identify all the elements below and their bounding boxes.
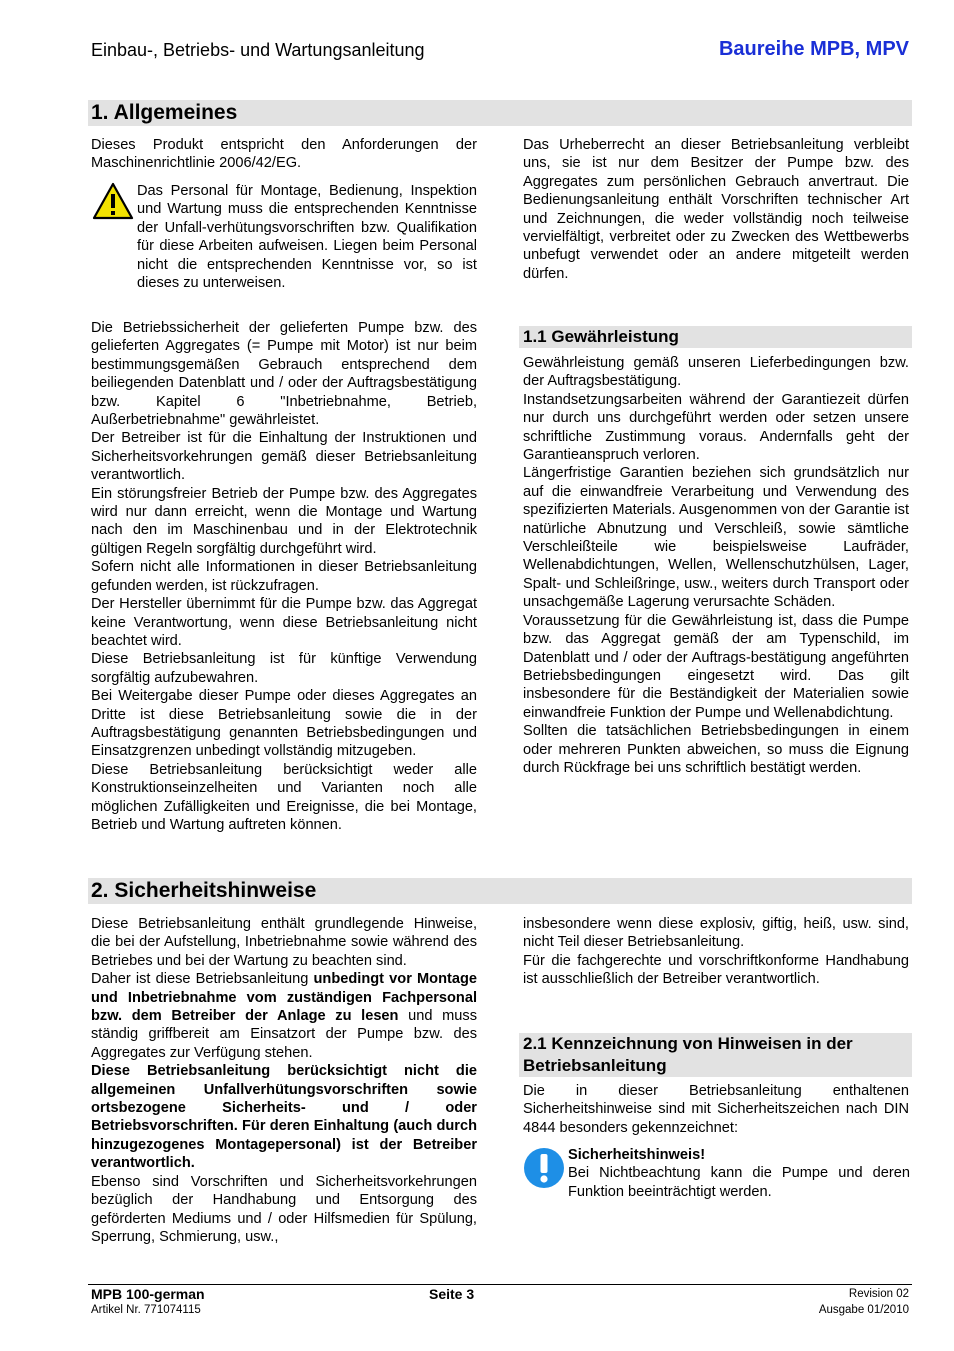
copyright-paragraph: Das Urheberrecht an dieser Betriebsanleitung verbleibt uns, sie ist nur dem Besitzer der Pumpe bzw. des Aggregates zum persönlichen Gebrauch anvertraut. Die Bedienungsanleitung enthält Vorschriften technischer Art und Zeichnungen, die weder vollständig noch teilweise vervielfältigt, verbreitet oder zu Zwecken des Wettbewerbs unbefugt verwendet oder an andere mitgeteilt werden dürfen.: [523, 137, 909, 282]
footer-doc-id: MPB 100-german: [91, 1286, 205, 1302]
paragraph: Sofern nicht alle Informationen in dieser Betriebsanleitung gefunden werden, ist rückzufragen.: [91, 559, 477, 594]
section-heading-general: 1. Allgemeines: [88, 100, 912, 126]
warning-triangle-icon: [92, 182, 134, 220]
text: und muss ständig griffbereit am Einsatzort der Pumpe bzw. des Aggregates zur Verfügung stehen.: [91, 1008, 478, 1061]
paragraph: Bei Weitergabe dieser Pumpe oder dieses Aggregates an Dritte ist diese Betriebsanleitung sowie die in der Auftragsbestätigung genannten Betriebsbedingungen und Einsatzgrenzen unbedingt vollständig mitzugeben.: [91, 688, 477, 760]
paragraph: Für die fachgerechte und vorschriftkonforme Handhabung ist ausschließlich der Betreiber verantwortlich.: [523, 952, 909, 988]
series-title: Baureihe MPB, MPV: [718, 38, 909, 60]
marking-paragraph: Die in dieser Betriebsanleitung enthaltenen Sicherheitshinweise sind mit Sicherheitszeichen nach DIN 4844 besonders gekennzeichnet:: [523, 1083, 909, 1136]
paragraph: Diese Betriebsanleitung enthält grundlegende Hinweise, die bei der Aufstellung, Inbetriebnahme sowie während des Betriebes und bei der Wartung zu beachten sind.: [91, 916, 477, 969]
section-heading-safety: 2. Sicherheitshinweise: [88, 878, 912, 904]
subsection-heading-marking: 2.1 Kennzeichnung von Hinweisen in der Betriebsanleitung: [519, 1033, 912, 1077]
paragraph: Gewährleistung gemäß unseren Lieferbedingungen bzw. der Auftragsbestätigung.: [523, 355, 909, 390]
personnel-warning-text: Das Personal für Montage, Bedienung, Inspektion und Wartung muss die entsprechenden Kenntnisse der Unfall-verhütungsvorschriften bzw. Qualifikation für diese Arbeiten aufweisen. Liegen beim Personal nicht die entsprechenden Kenntnisse vor, so ist dieses zu unterweisen.: [137, 183, 477, 292]
intro-paragraph: Dieses Produkt entspricht den Anforderungen der Maschinenrichtlinie 2006/42/EG.: [91, 137, 477, 172]
safety-notice: [568, 1146, 910, 1201]
paragraph: Ein störungsfreier Betrieb der Pumpe bzw. des Aggregates wird nur dann erreicht, wenn die Montage und Wartung nach den im Maschinenbau und in der Elektrotechnik gültigen Regeln sorgfältig durchgeführt wird.: [91, 485, 477, 557]
footer-divider: [88, 1284, 912, 1285]
paragraph: [91, 970, 477, 1062]
general-left-column: [91, 319, 477, 834]
emphasis-text: unbedingt vor Montage und Inbetriebnahme vom zuständigen Fachpersonal bzw. dem Betreiber der Anlage zu lesen: [91, 971, 477, 1025]
safety-left-column: [91, 915, 477, 1246]
paragraph: Diese Betriebsanleitung ist für künftige Verwendung sorgfältig aufzubewahren.: [91, 651, 477, 686]
footer-edition: Ausgabe 01/2010: [818, 1304, 909, 1316]
document-title: Einbau-, Betriebs- und Wartungsanleitung: [91, 40, 425, 60]
paragraph: insbesondere wenn diese explosiv, giftig, heiß, usw. sind, nicht Teil dieser Betriebsanleitung.: [523, 916, 909, 951]
paragraph: Instandsetzungsarbeiten während der Garantiezeit dürfen nur durch uns durchgeführt werden oder setzen unsere schriftliche Zustimmung voraus. Andernfalls geht der Garantieanspruch verloren.: [523, 391, 909, 464]
warranty-column: [523, 354, 909, 777]
paragraph: Voraussetzung für die Gewährleistung ist, dass die Pumpe bzw. das Aggregat gemäß der am Typenschild, im Datenblatt und / oder der Auftrags-bestätigung angeführten Betriebsbedingungen eingesetzt wird. Das gilt insbesondere für die Beständigkeit der Materialien sowie einwandfreie Funktion der Pumpe und Wellenabdichtung.: [523, 612, 909, 721]
paragraph: Der Betreiber ist für die Einhaltung der Instruktionen und Sicherheitsvorkehrungen gemäß dieser Betriebsanleitung verantwortlich.: [91, 430, 477, 484]
exclamation-icon: [523, 1147, 565, 1189]
notice-title: Sicherheitshinweis!: [568, 1147, 706, 1163]
paragraph-bold: Diese Betriebsanleitung berücksichtigt nicht die allgemeinen Unfallverhütungsvorschriften sowie ortsbezogene Sicherheits- und / oder Betriebsvorschriften. Für deren Einhaltung (auch durch hinzugezogenes Montagepersonal) ist der Betreiber verantwortlich.: [91, 1063, 477, 1172]
paragraph: Ebenso sind Vorschriften und Sicherheitsvorkehrungen bezüglich der Handhabung und Entsorgung des geförderten Mediums und / oder Hilfsmedien für Spülung, Sperrung, Schmierung, usw.,: [91, 1173, 477, 1245]
paragraph: Der Hersteller übernimmt für die Pumpe bzw. das Aggregat keine Verantwortung, wenn diese Betriebsanleitung nicht beachtet wird.: [91, 596, 477, 649]
text: Daher ist diese Betriebsanleitung: [91, 971, 314, 988]
notice-text: Bei Nichtbeachtung kann die Pumpe und deren Funktion beeinträchtigt werden.: [568, 1165, 910, 1200]
paragraph: Längerfristige Garantien beziehen sich grundsätzlich nur auf die einwandfreie Verarbeitung und Verwendung des spezifizierten Materials. Ausgenommen von der Garantie ist natürliche Abnutzung und Verschleiß, sowie sämtliche Verschleißteile wie beispielsweise Laufräder, Wellenabdichtungen, Wellen, Wellenschutzhülsen, Lager, Spalt- und Schleißringe, usw., weiters durch Transport oder unsachgemäße Lagerung verursachte Schäden.: [523, 465, 909, 611]
footer-revision: Revision 02: [848, 1288, 909, 1300]
paragraph: Sollten die tatsächlichen Betriebsbedingungen in einem oder mehreren Punkten abweichen, so muss die Eignung durch Rückfrage bei uns schriftlich bestätigt werden.: [523, 723, 909, 776]
paragraph: Diese Betriebsanleitung berücksichtigt weder alle Konstruktionseinzelheiten und Varianten noch alle möglichen Zufälligkeiten und Ereignisse, die bei Montage, Betrieb und Wartung auftreten können.: [91, 761, 477, 833]
footer-page-number: Seite 3: [429, 1286, 475, 1302]
subsection-heading-warranty: 1.1 Gewährleistung: [519, 326, 912, 348]
safety-right-column: [523, 915, 909, 989]
footer-article: Artikel Nr. 771074115: [91, 1304, 201, 1316]
paragraph: Die Betriebssicherheit der gelieferten Pumpe bzw. des gelieferten Aggregates (= Pumpe mit Motor) ist nur beim bestimmungsgemäßen Gebrauch entsprechend dem beiliegenden Datenblatt und / oder der Auftragsbestätigung bzw. Kapitel 6 "Inbetriebnahme, Betrieb, Außerbetriebnahme" gewährleistet.: [91, 320, 477, 429]
